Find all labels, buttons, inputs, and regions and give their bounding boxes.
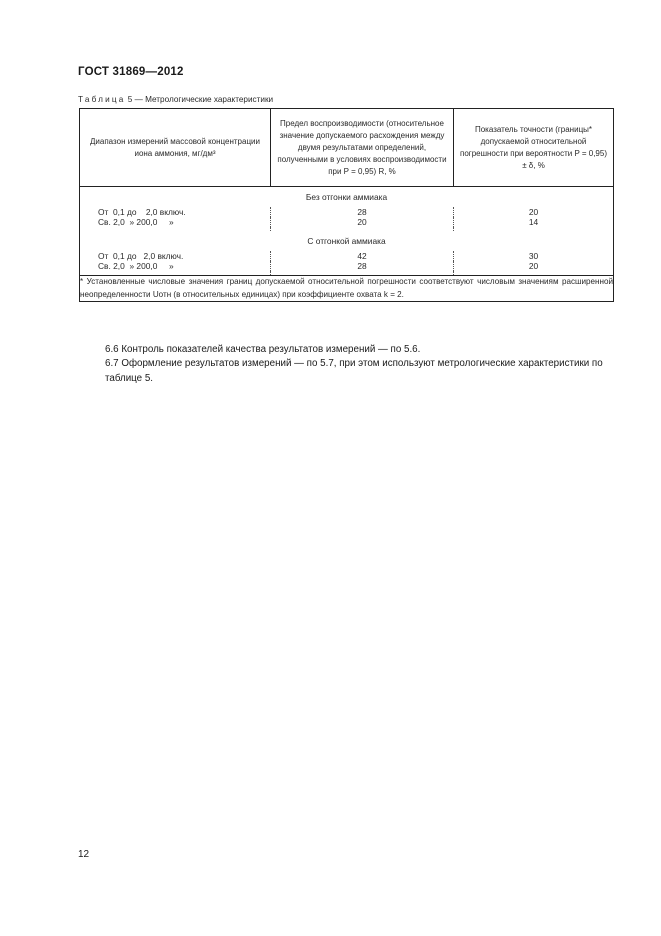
table-row-accuracy: 14 — [454, 217, 614, 227]
column-header-accuracy: Показатель точности (границы* допускаемой относительной погрешности при вероятности P = 0,95) ± δ, % — [454, 109, 614, 187]
paragraph-6-6 — [78, 342, 614, 357]
table-row-accuracy: 20 — [454, 261, 614, 271]
table-row-range: От 0,1 до 2,0 включ. — [80, 251, 271, 261]
section-title: Без отгонки аммиака — [80, 187, 614, 208]
paragraph-text: 6.6 Контроль показателей качества результатов измерений — по 5.6. — [105, 344, 421, 355]
table-row-range: От 0,1 до 2,0 включ. — [80, 207, 271, 217]
column-header-reproducibility: Предел воспроизводимости (относительное значение допускаемого расхождения между двумя результатами определений, полученными в условиях воспроизводимости при P = 0,95) R, % — [271, 109, 454, 187]
table-row-reproducibility: 28 — [271, 261, 454, 271]
table-caption — [78, 95, 273, 104]
table-row-accuracy: 20 — [454, 207, 614, 217]
page-number: 12 — [78, 849, 90, 860]
document-header: ГОСТ 31869—2012 — [78, 66, 184, 78]
table-row-reproducibility: 28 — [271, 207, 454, 217]
section-title: С отгонкой аммиака — [80, 231, 614, 251]
table-row-reproducibility: 42 — [271, 251, 454, 261]
table-row-reproducibility: 20 — [271, 217, 454, 227]
table-caption-title: — Метрологические характеристики — [134, 95, 274, 104]
paragraph-text: 6.7 Оформление результатов измерений — по 5.7, при этом используют метрологические характеристики по таблице 5. — [105, 358, 603, 384]
table-row-range: Св. 2,0 » 200,0 » — [80, 261, 271, 271]
metrology-table — [79, 108, 614, 302]
table-caption-number: 5 — [127, 95, 133, 104]
table-footnote: * Установленные числовые значения границ допускаемой относительной погрешности соответствуют числовым значениям расширенной неопределенности Uотн (в относительных единицах) при коэффициенте охвата k = 2. — [80, 276, 614, 302]
table-caption-word: Таблица — [78, 95, 126, 104]
table-row-accuracy: 30 — [454, 251, 614, 261]
paragraph-6-7 — [78, 356, 614, 386]
column-header-range: Диапазон измерений массовой концентрации иона аммония, мг/дм³ — [80, 109, 271, 187]
table-row-range: Св. 2,0 » 200,0 » — [80, 217, 271, 227]
